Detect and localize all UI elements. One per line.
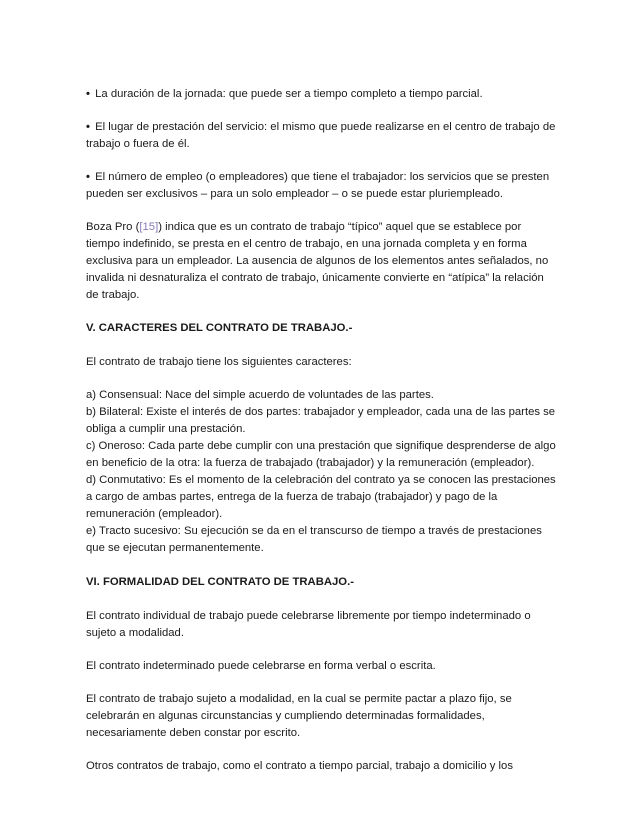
bullet-text: La duración de la jornada: que puede ser a tiempo completo a tiempo parcial. [95, 88, 483, 100]
section-6-paragraph: El contrato de trabajo sujeto a modalidad, en la cual se permite pactar a plazo fijo, se celebrarán en algunas circunstancias y cumpliendo determinadas formalidades, necesariamente deben constar por escrito. [86, 693, 512, 739]
section-6-paragraph: El contrato indeterminado puede celebrarse en forma verbal o escrita. [86, 660, 436, 672]
section-6-paragraph: El contrato individual de trabajo puede celebrarse libremente por tiempo indeterminado o sujeto a modalidad. [86, 610, 531, 639]
bullet-duracion [86, 86, 556, 103]
bullet-numero-empleo [86, 169, 556, 203]
section-6-heading: VI. FORMALIDAD DEL CONTRATO DE TRABAJO.- [86, 576, 354, 588]
section-5-intro: El contrato de trabajo tiene los siguientes caracteres: [86, 356, 352, 368]
bullet-text: El número de empleo (o empleadores) que tiene el trabajador: los servicios que se presten pueden ser exclusivos – para un solo empleador – o se puede estar pluriempleado. [86, 171, 550, 200]
bullet-lugar [86, 119, 556, 153]
bullet-symbol: • [86, 121, 90, 133]
bullet-symbol: • [86, 88, 90, 100]
boza-text-before: Boza Pro ( [86, 221, 140, 233]
caracter-tracto-sucesivo: e) Tracto sucesivo: Su ejecución se da en el transcurso de tiempo a través de prestaciones que se ejecutan permanentemente. [86, 525, 542, 554]
document-body [86, 86, 556, 775]
boza-text-after: ) indica que es un contrato de trabajo “típico” aquel que se establece por tiempo indefinido, se presta en el centro de trabajo, en una jornada completa y en forma exclusiva para un empleador. La ausencia de algunos de los elementos antes señalados, no invalida ni desnaturaliza el contrato de trabajo, únicamente convierte en “atípica” la relación de trabajo. [86, 221, 549, 301]
section-5-heading: V. CARACTERES DEL CONTRATO DE TRABAJO.- [86, 322, 353, 334]
bullet-text: El lugar de prestación del servicio: el mismo que puede realizarse en el centro de trabajo de trabajo o fuera de él. [86, 121, 556, 150]
section-6-paragraph: Otros contratos de trabajo, como el contrato a tiempo parcial, trabajo a domicilio y los [86, 760, 513, 772]
footnote-reference-link[interactable]: [15] [139, 221, 159, 233]
caracter-consensual: a) Consensual: Nace del simple acuerdo de voluntades de las partes. [86, 389, 434, 401]
caracter-oneroso: c) Oneroso: Cada parte debe cumplir con una prestación que signifique desprenderse de algo en beneficio de la otra: la fuerza de trabajado (trabajador) y la remuneración (empleador). [86, 440, 556, 469]
boza-paragraph [86, 219, 556, 304]
caracteres-list [86, 387, 556, 557]
caracter-bilateral: b) Bilateral: Existe el interés de dos partes: trabajador y empleador, cada una de las partes se obliga a cumplir una prestación. [86, 406, 556, 435]
caracter-conmutativo: d) Conmutativo: Es el momento de la celebración del contrato ya se conocen las prestaciones a cargo de ambas partes, entrega de la fuerza de trabajo (trabajador) y pago de la remuneración (empleador). [86, 474, 556, 520]
bullet-symbol: • [86, 171, 90, 183]
